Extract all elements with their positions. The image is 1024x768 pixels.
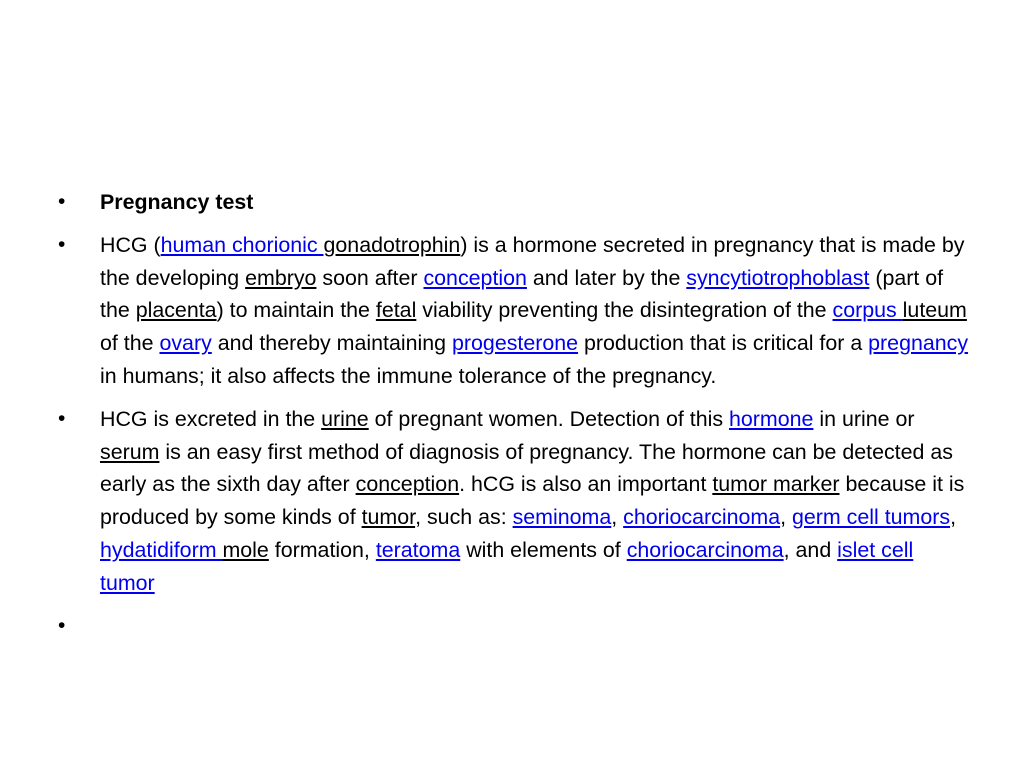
text-run: , (950, 505, 957, 530)
link-progesterone[interactable]: progesterone (452, 331, 579, 356)
link-pregnancy[interactable]: pregnancy (868, 331, 969, 356)
bullet-list (58, 186, 970, 652)
text-run: is an easy first method of diagnosis of pregnancy. The hormone can be detected as early as the sixth day after (100, 439, 953, 497)
heading-text: Pregnancy test (100, 190, 254, 214)
text-run: , (611, 505, 624, 530)
text-run: ) to maintain the (216, 298, 376, 323)
text-run: of the (100, 331, 160, 356)
text-run: and thereby maintaining (211, 331, 452, 356)
text-run: production that is critical for a (578, 331, 869, 356)
text-run: because it is produced by some kinds of (100, 472, 965, 530)
bullet-dot: • (58, 613, 66, 637)
text-run: formation, (268, 537, 376, 562)
link-ovary[interactable]: ovary (159, 331, 212, 356)
text-run: in humans; it also affects the immune tolerance of the pregnancy. (100, 363, 717, 388)
underlined-tumor: tumor (361, 505, 416, 530)
text-run: of pregnant women. Detection of this (368, 406, 729, 431)
link-hydatidiform[interactable]: hydatidiform (100, 537, 223, 562)
text-run: HCG ( (100, 232, 161, 257)
text-run: . hCG is also an important (459, 472, 713, 497)
link-human-chorionic[interactable]: human chorionic (160, 232, 324, 257)
link-choriocarcinoma[interactable]: choriocarcinoma (623, 505, 781, 530)
text-run: soon after (316, 265, 424, 290)
link-hormone[interactable]: hormone (728, 406, 814, 431)
underlined-urine: urine (321, 406, 369, 431)
text-run: HCG is excreted in the (100, 406, 322, 431)
text-run: (part of the (100, 265, 944, 323)
underlined-gonadotrophin: gonadotrophin (323, 232, 461, 257)
text-run: , (780, 505, 792, 530)
text-run: , such as: (415, 505, 513, 530)
link-choriocarcinoma-2[interactable]: choriocarcinoma (626, 537, 784, 562)
link-conception[interactable]: conception (423, 265, 527, 290)
text-run: in urine or (813, 406, 915, 431)
bullet-hcg-definition (58, 229, 970, 393)
link-syncytiotrophoblast[interactable]: syncytiotrophoblast (686, 265, 870, 290)
underlined-luteum: luteum (902, 298, 967, 323)
text-run: and later by the (526, 265, 687, 290)
link-teratoma[interactable]: teratoma (375, 537, 461, 562)
text-run: ) is a hormone secreted in pregnancy that is made by the developing (100, 232, 965, 290)
underlined-placenta: placenta (135, 298, 217, 323)
link-seminoma[interactable]: seminoma (512, 505, 612, 530)
link-corpus[interactable]: corpus (832, 298, 903, 323)
bullet-heading (58, 186, 970, 219)
bullet-dot: • (58, 406, 66, 430)
link-germ-cell-tumors[interactable]: germ cell tumors (791, 505, 951, 530)
underlined-fetal: fetal (375, 298, 417, 323)
underlined-serum: serum (100, 439, 160, 464)
bullet-dot: • (58, 232, 66, 256)
underlined-embryo: embryo (245, 265, 317, 290)
bullet-dot: • (58, 190, 66, 213)
text-run: , and (783, 537, 838, 562)
underlined-mole: mole (222, 537, 269, 562)
text-run: with elements of (460, 537, 627, 562)
text-run: viability preventing the disintegration of the (416, 298, 833, 323)
bullet-hcg-detection (58, 403, 970, 600)
underlined-tumor-marker: tumor marker (712, 472, 840, 497)
bullet-empty (58, 610, 970, 643)
link-islet-cell-tumor[interactable]: islet cell tumor (100, 537, 914, 595)
underlined-conception: conception (355, 472, 460, 497)
